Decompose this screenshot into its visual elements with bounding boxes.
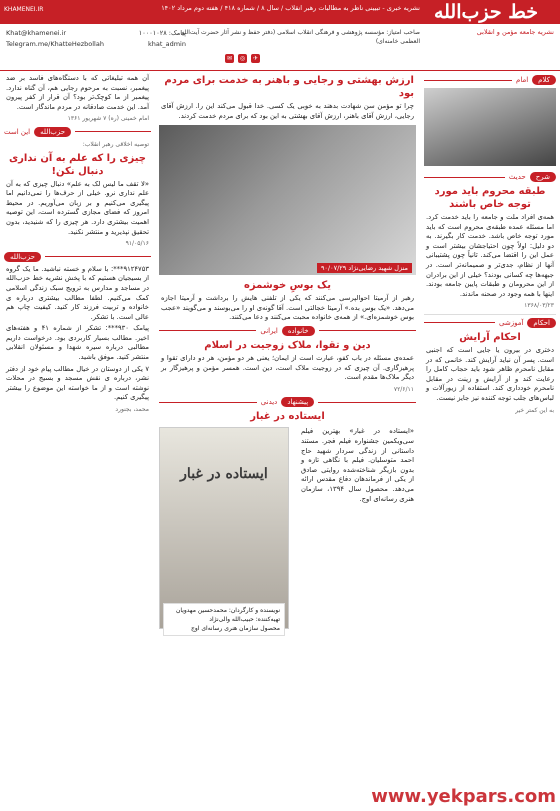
- film-section: [155, 425, 420, 655]
- divider: [159, 402, 257, 403]
- social-icons: [225, 54, 260, 63]
- reader-message: پیامک ۹۳۰***: تشکر از شماره ۴۱ و هفته‌های اخیر. مطالب بسیار کاربردی بود. درخواست داریم مطالبی درباره سیره شهدا و مسئولان انقلابی منتشر کنید. موفق باشید.: [6, 324, 150, 362]
- family-title: دین و تقوا، ملاک زوجیت در اسلام: [204, 339, 371, 351]
- masthead-tagline: نشریه خبری - تبیینی ناظر به مطالبات رهبر انقلاب / سال ۸ / شماره ۴۱۸ / هفته دوم مرداد ۱۴۰۲: [161, 4, 420, 12]
- divider: [45, 256, 151, 257]
- divider: [424, 80, 512, 81]
- intro-body: آن همه تبلیغاتی که با دستگاه‌های فاسد بر ضد پیغمبر، نسبت به مرحوم رجایی هم، آن گناه ندارد. پیغمبر از ما کوچک‌تر بود؟ آن قرار از کفر پیرون آمد. این خدمت صادقانه در مردم ماندگار است.: [6, 74, 149, 111]
- hezb-kicker: توصیه اخلاقی رهبر انقلاب:: [82, 140, 149, 148]
- instagram-icon[interactable]: ◎: [239, 55, 246, 62]
- credit-line: تهیه‌کننده: حبیب‌الله والی‌نژاد: [209, 616, 280, 624]
- section-header-film: [159, 397, 416, 407]
- section-subtag: آموزشی: [499, 318, 524, 327]
- reader-signature: محمد، بجنورد: [115, 406, 149, 414]
- leader-photo: [159, 125, 416, 275]
- hadith-body: همه‌ی افراد ملت و جامعه را باید خدمت کرد. اما مسئله عمده طبقه‌ی محروم است که باید مورد توجه خاص باشد. خدمت کار بگیرند. به دو دلیل: اولاً چون احتیاجشان بیشتر است و عمل این را اقتضا می‌کند. ثانیاً چون پشتیبانی آنها از نظام، جدی‌تر و صمیمانه‌تر است. در جبهه‌ها چه کسانی بودند؟ خیلی از این برادران از این محرومان و طبقات پایین جامعه بودند. اینها با همه وجود در صحنه ماندند.: [426, 213, 554, 298]
- contact-email[interactable]: Khat@khamenei.ir: [6, 29, 67, 37]
- section-subtag: ایرانی: [260, 326, 278, 335]
- section-tag: خانواده: [282, 326, 315, 336]
- right-column: [420, 72, 560, 811]
- hezb-reference: ۹۱/۰۵/۱۶: [125, 240, 149, 248]
- film-credits: [163, 603, 285, 636]
- masthead: [0, 0, 560, 24]
- contact-info: [6, 28, 186, 50]
- section-subtag: این است: [4, 127, 31, 136]
- credit-line: نویسنده و کارگردان: محمدحسین مهدویان: [175, 607, 280, 615]
- poster-title: ایستاده در غبار: [180, 466, 268, 483]
- hezb-title: چیزی را که علم به آن نداری دنبال نکن!: [8, 152, 147, 177]
- credit-line: محصول سازمان هنری رسانه‌ای اوج: [190, 625, 280, 633]
- section-subtag: دیدنی: [260, 398, 278, 407]
- section-subtag: امام: [515, 76, 529, 84]
- section-tag: حزب‌الله: [4, 252, 41, 262]
- section-header-family: [159, 326, 416, 336]
- watermark: www.yekpars.com: [371, 786, 556, 807]
- story-body: رهبر از آرمیتا احوالپرسی می‌کنند که یکی از تلفنی هایش را برداشت و آرمیتا اجازه می‌دهد. «یک بوس بده.» آرمیتا خجالتی است. آقا گونه‌ی او را می‌بوسند و می‌گویند «عجب بوس خوشمزه‌ای.» از همه‌ی خانواده محبت می‌کنند و دعا می‌کنند.: [161, 294, 414, 322]
- divider: [319, 330, 416, 331]
- section-header-imam: [424, 75, 556, 85]
- hezb-body: «لا تقف ما لیس لک به علم» دنبال چیزی که به آن علم نداری نرو. خیلی از حرف‌ها را نمی‌دانیم اما پیگیری می‌کنیم و بر زبان می‌آوریم. در محیط امروز که فضای مجازی گسترده است، این توصیه اهمیت بیشتری دارد. هر چیزی را که شنیدید، بدون تحقیق نپذیرید و منتشر نکنید.: [6, 179, 149, 236]
- family-body: عمده‌ی مسئله در باب کفو، عبارت است از ایمان؛ یعنی هر دو مؤمن، هر دو دارای تقوا و پرهیزگاری. آن چیزی که در زوجیت ملاک است، دین است. همسر مؤمن و پرهیزگار بر دیگر ملاک‌ها مقدم است.: [161, 353, 414, 382]
- logo[interactable]: خط حزب‌الله: [433, 1, 538, 23]
- hadith-reference: ۱۳۶۸/۰۳/۲۳: [524, 302, 554, 310]
- film-body: «ایستاده در غبار» بهترین فیلم سی‌ویکمین جشنواره فیلم فجر. مستند داستانی از زندگی سردار شهید حاج احمد متوسلیان. فیلم با نگاهی تازه و بدون بازیگر شناخته‌شده روایتی صادق از یکی از فرماندهان دفاع مقدس ارائه می‌دهد. محصول سال ۱۳۹۴، سازمان هنری رسانه‌ای اوج.: [301, 427, 415, 503]
- contact-telegram[interactable]: Telegram.me/KhatteHezbollah: [6, 40, 104, 48]
- contact-row: [6, 28, 186, 39]
- imam-article-title: ارزش بهشتی و رجایی و باهنر به خدمت برای مردم بود: [164, 75, 414, 99]
- hadith-title: طبقه محروم باید مورد توجه خاص باشند: [434, 186, 546, 210]
- reader-message: ۷ یکی از دوستان در خیال مطالب پیام خود از دفتر نشر، درباره ی نقش مسجد و بسیج در محلات نوشته است و از ما خواسته این موضوع را بیشتر پیگیری کنیم.: [6, 364, 149, 402]
- film-text: [295, 425, 420, 506]
- divider: [318, 402, 416, 403]
- section-tag: احکام: [527, 318, 556, 328]
- divider: [424, 322, 495, 323]
- site-label[interactable]: KHAMENEI.IR: [4, 6, 44, 13]
- message-icon[interactable]: ✉: [226, 55, 233, 62]
- section-header-ahkam: [424, 318, 556, 328]
- story-title: یک بوسِ خوشمزه: [244, 280, 331, 292]
- film-poster: [159, 427, 289, 629]
- contact-row: [6, 39, 186, 50]
- ahkam-title: احکام آرایش: [459, 331, 521, 343]
- section-tag: حزب‌الله: [34, 127, 71, 137]
- subheader: [0, 24, 560, 71]
- family-reference: ۷۲/۶/۱۱: [393, 385, 414, 393]
- imam-article-body: چرا تو مؤمن سن شهادت بدهند به خوبی یک کسی. خدا قبول می‌کند این را. ارزش آقای رجایی، ارزش آقای باهنر، ارزش آقای بهشتی به این بود که برای مردم خدمت کردند.: [161, 102, 414, 120]
- section-header-hezb: [4, 127, 151, 137]
- section-subtag: حدیث: [508, 173, 526, 181]
- section-header-readers: [4, 252, 151, 262]
- section-tag: کلام: [532, 75, 556, 85]
- telegram-icon[interactable]: ✈: [252, 55, 259, 62]
- imam-photo: [424, 88, 556, 166]
- intro-reference: امام خمینی (ره) ۷ شهریور ۱۳۶۱: [67, 115, 149, 123]
- section-header-hadith: [424, 172, 556, 182]
- middle-column: [155, 72, 420, 811]
- footer-note: به این کمتر خیر: [515, 406, 554, 414]
- publisher-info: صاحب امتیاز: مؤسسه پژوهشی و فرهنگی انقلاب اسلامی (دفتر حفظ و نشر آثار حضرت آیت‌الله العظمی خامنه‌ای): [181, 29, 420, 45]
- film-title: ایستاده در غبار: [250, 411, 325, 423]
- section-tag: شرح: [530, 172, 556, 182]
- divider: [159, 330, 256, 331]
- ahkam-body: دختری در بیرون یا جایی است که اجنبی است. پسر آن نباید آرایش کند. خانمی که در مقابل نامحرم ظاهر شود باید حجاب کامل را رعایت کند و از آرایش و زینت در مقابل نامحرم خودداری کند. استفاده از زیورآلات و لباس‌های جلب توجه کننده نیز جایز نیست.: [426, 345, 554, 402]
- photo-caption: منزل شهید رضایی‌نژاد ۹۰/۰۷/۲۹: [317, 263, 412, 273]
- reader-message: ۹۱۲۴۷۵۳***: با سلام و خسته نباشید. ما یک گروه از بسیجیان هستیم که با پخش نشریه خط حزب‌الله در مساجد و مدارس به ترویج سبک زندگی اسلامی کمک می‌کنیم. لطفا مطالب بیشتری درباره ی خانواده و تربیت فرزند کار کنید. کیفیت چاپ هم عالی است. با تشکر.: [6, 264, 149, 321]
- publication-slogan: نشریه جامعه مؤمن و انقلابی: [476, 28, 554, 36]
- divider: [75, 131, 151, 132]
- section-tag: پیشنهاد: [281, 397, 314, 407]
- left-column: [0, 72, 155, 811]
- divider: [424, 177, 505, 178]
- contact-admin: khat_admin: [147, 40, 186, 48]
- divider: [424, 314, 556, 315]
- contact-sms: پیامک: ۱۰۰۰۱۰۲۸: [138, 29, 186, 37]
